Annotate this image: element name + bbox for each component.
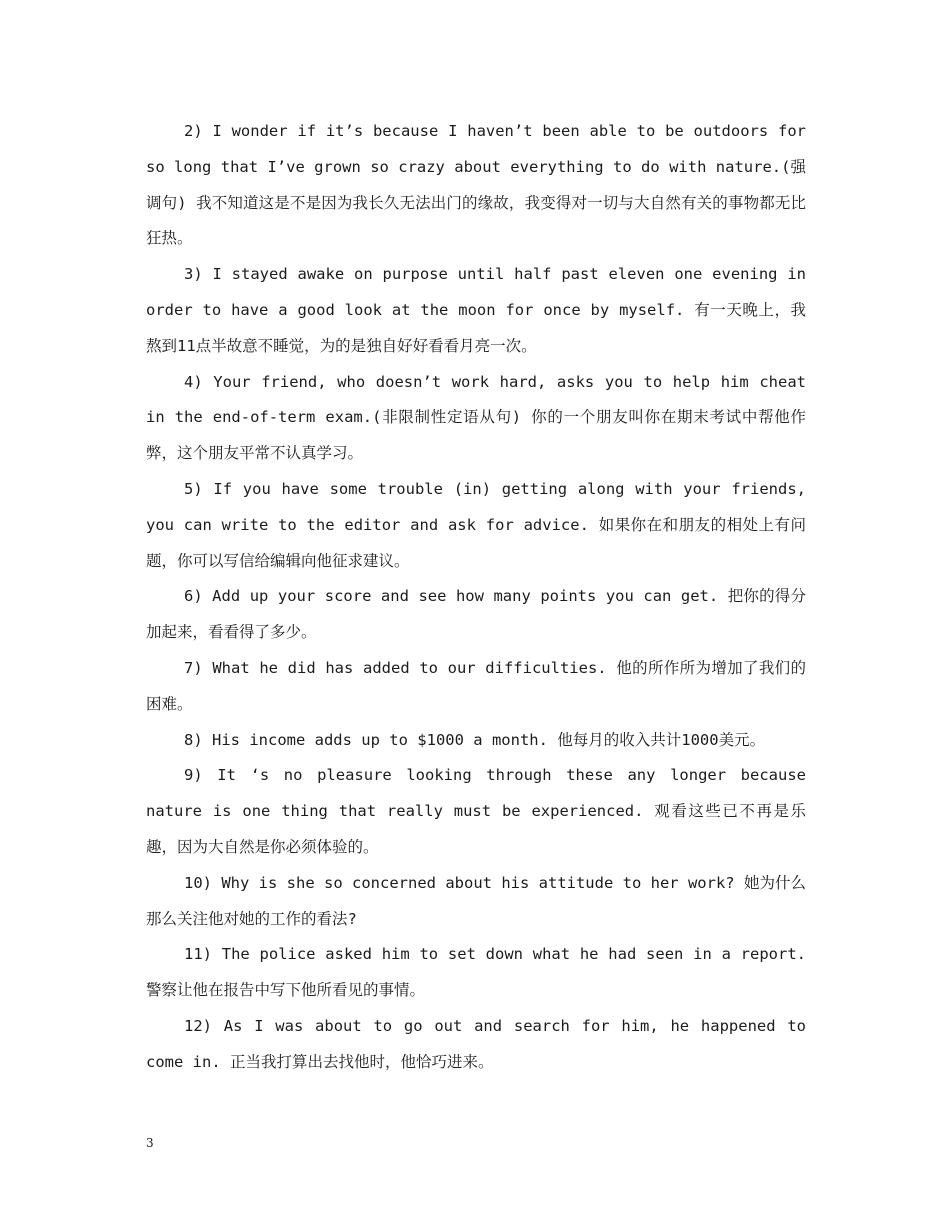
sentence-paragraph-5: 5) If you have some trouble (in) getting along with your friends, you can write to the editor and ask for advice. 如果你在和朋友的相处上有问题，你可以写信给编辑向他征求建议。 — [146, 479, 806, 570]
page-number: 3 — [146, 1136, 154, 1150]
sentence-paragraph-8: 8) His income adds up to $1000 a month. 他每月的收入共计1000美元。 — [184, 730, 766, 749]
sentence-paragraph-6: 6) Add up your score and see how many points you can get. 把你的得分加起来，看看得了多少。 — [146, 587, 806, 642]
sentence-paragraph-3: 3) I stayed awake on purpose until half past eleven one evening in order to have a good look at the moon for once by myself. 有一天晚上，我熬到11点半故意不睡觉，为的是独自好好看看月亮一次。 — [146, 265, 806, 355]
sentence-paragraph-4: 4) Your friend, who doesn’t work hard, asks you to help him cheat in the end-of-term exam.(非限制性定语从句) 你的一个朋友叫你在期末考试中帮他作弊，这个朋友平常不认真学习。 — [146, 372, 806, 463]
document-body — [146, 114, 806, 1081]
sentence-paragraph-9: 9) It ‘s no pleasure looking through these any longer because nature is one thing that really must be experienced. 观看这些已不再是乐趣，因为大自然是你必须体验的。 — [146, 766, 806, 856]
sentence-paragraph-10: 10) Why is she so concerned about his attitude to her work? 她为什么那么关注他对她的工作的看法? — [146, 873, 806, 928]
sentence-paragraph-7: 7) What he did has added to our difficulties. 他的所作所为增加了我们的困难。 — [146, 658, 806, 713]
sentence-paragraph-11: 11) The police asked him to set down what he had seen in a report. 警察让他在报告中写下他所看见的事情。 — [146, 945, 806, 1000]
sentence-paragraph-12: 12) As I was about to go out and search for him, he happened to come in. 正当我打算出去找他时，他恰巧进来。 — [146, 1016, 806, 1071]
sentence-paragraph-2: 2) I wonder if it’s because I haven’t been able to be outdoors for so long that I’ve grown so crazy about everything to do with nature.(强调句) 我不知道这是不是因为我长久无法出门的缘故，我变得对一切与大自然有关的事物都无比狂热。 — [146, 122, 806, 248]
